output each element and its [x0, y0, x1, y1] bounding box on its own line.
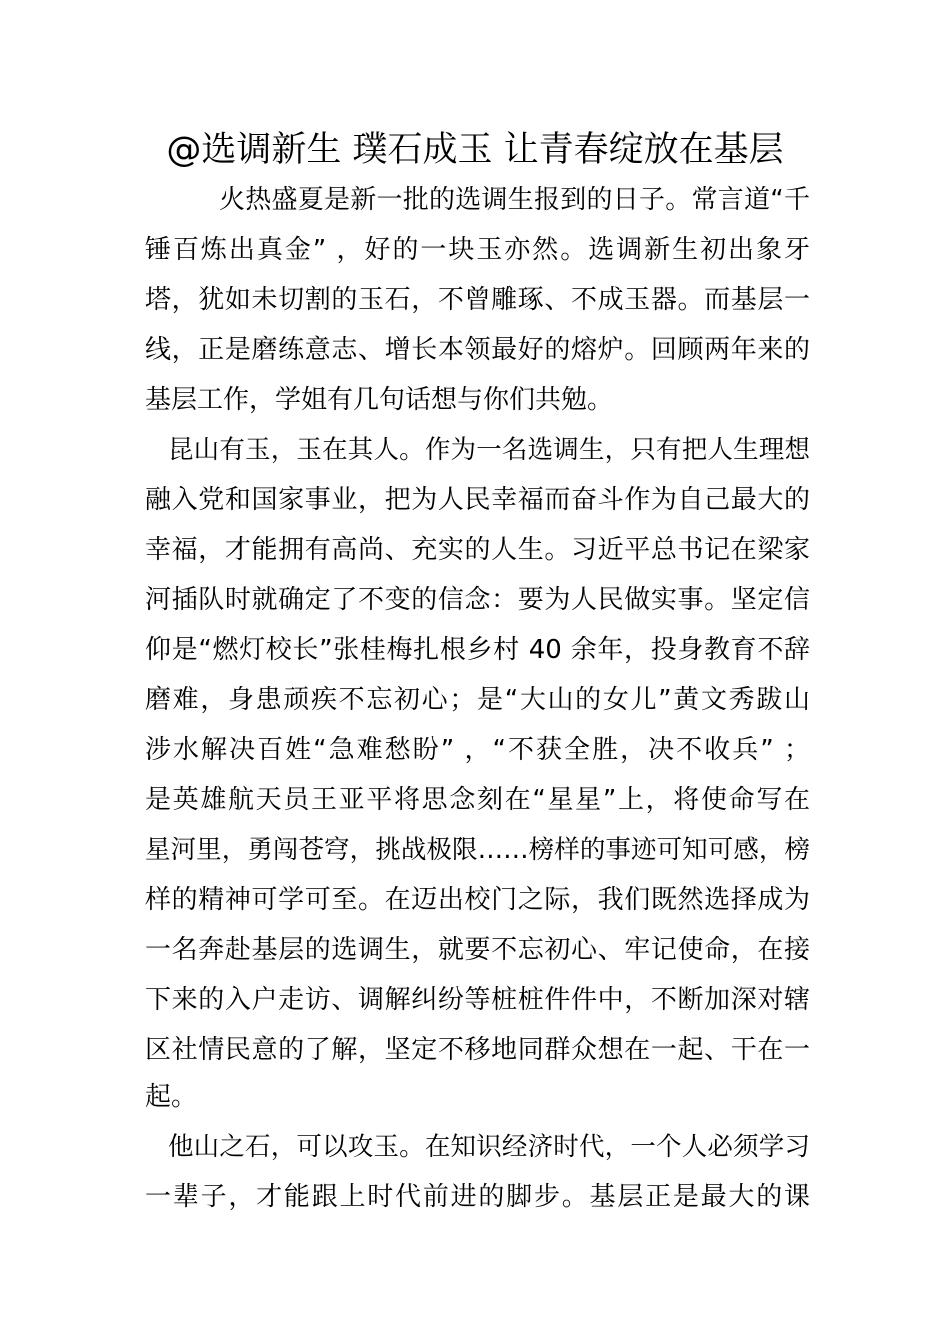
- paragraph-line: 下来的入户走访、调解纠纷等桩桩件件中，不断加深对辖: [145, 985, 810, 1015]
- paragraph-line: 河插队时就确定了不变的信念：要为人民做实事。坚定信: [145, 585, 810, 615]
- paragraph-line: 塔，犹如未切割的玉石，不曾雕琢、不成玉器。而基层一: [145, 285, 810, 315]
- paragraph-line: 区社情民意的了解，坚定不移地同群众想在一起、干在一: [145, 1035, 810, 1065]
- paragraph-line: 起。: [145, 1082, 198, 1112]
- paragraph-line: 一辈子，才能跟上时代前进的脚步。基层正是最大的课: [145, 1182, 810, 1212]
- paragraph-line: 涉水解决百姓“急难愁盼” ，“不获全胜，决不收兵” ；: [145, 735, 810, 765]
- paragraph-line: 火热盛夏是新一批的选调生报到的日子。常言道“千: [219, 185, 810, 215]
- paragraph-line: 仰是“燃灯校长”张桂梅扎根乡村 40 余年，投身教育不辞: [145, 635, 810, 665]
- paragraph-line: 磨难，身患顽疾不忘初心；是“大山的女儿”黄文秀跋山: [145, 685, 810, 715]
- document-title: @选调新生 璞石成玉 让青春绽放在基层: [166, 130, 784, 170]
- paragraph-line: 星河里，勇闯苍穹，挑战极限……榜样的事迹可知可感，榜: [145, 835, 810, 865]
- paragraph-line: 是英雄航天员王亚平将思念刻在“星星”上，将使命写在: [145, 785, 810, 815]
- paragraph-line: 他山之石，可以攻玉。在知识经济时代，一个人必须学习: [168, 1132, 810, 1162]
- paragraph-line: 融入党和国家事业，把为人民幸福而奋斗作为自己最大的: [145, 485, 810, 515]
- paragraph-line: 锤百炼出真金” ，好的一块玉亦然。选调新生初出象牙: [145, 235, 810, 265]
- paragraph-line: 一名奔赴基层的选调生，就要不忘初心、牢记使命，在接: [145, 935, 810, 965]
- paragraph-line: 样的精神可学可至。在迈出校门之际，我们既然选择成为: [145, 885, 810, 915]
- paragraph-line: 幸福，才能拥有高尚、充实的人生。习近平总书记在梁家: [145, 535, 810, 565]
- paragraph-line: 基层工作，学姐有几句话想与你们共勉。: [145, 385, 614, 415]
- paragraph-line: 线，正是磨练意志、增长本领最好的熔炉。回顾两年来的: [145, 335, 810, 365]
- paragraph-line: 昆山有玉，玉在其人。作为一名选调生，只有把人生理想: [168, 435, 810, 465]
